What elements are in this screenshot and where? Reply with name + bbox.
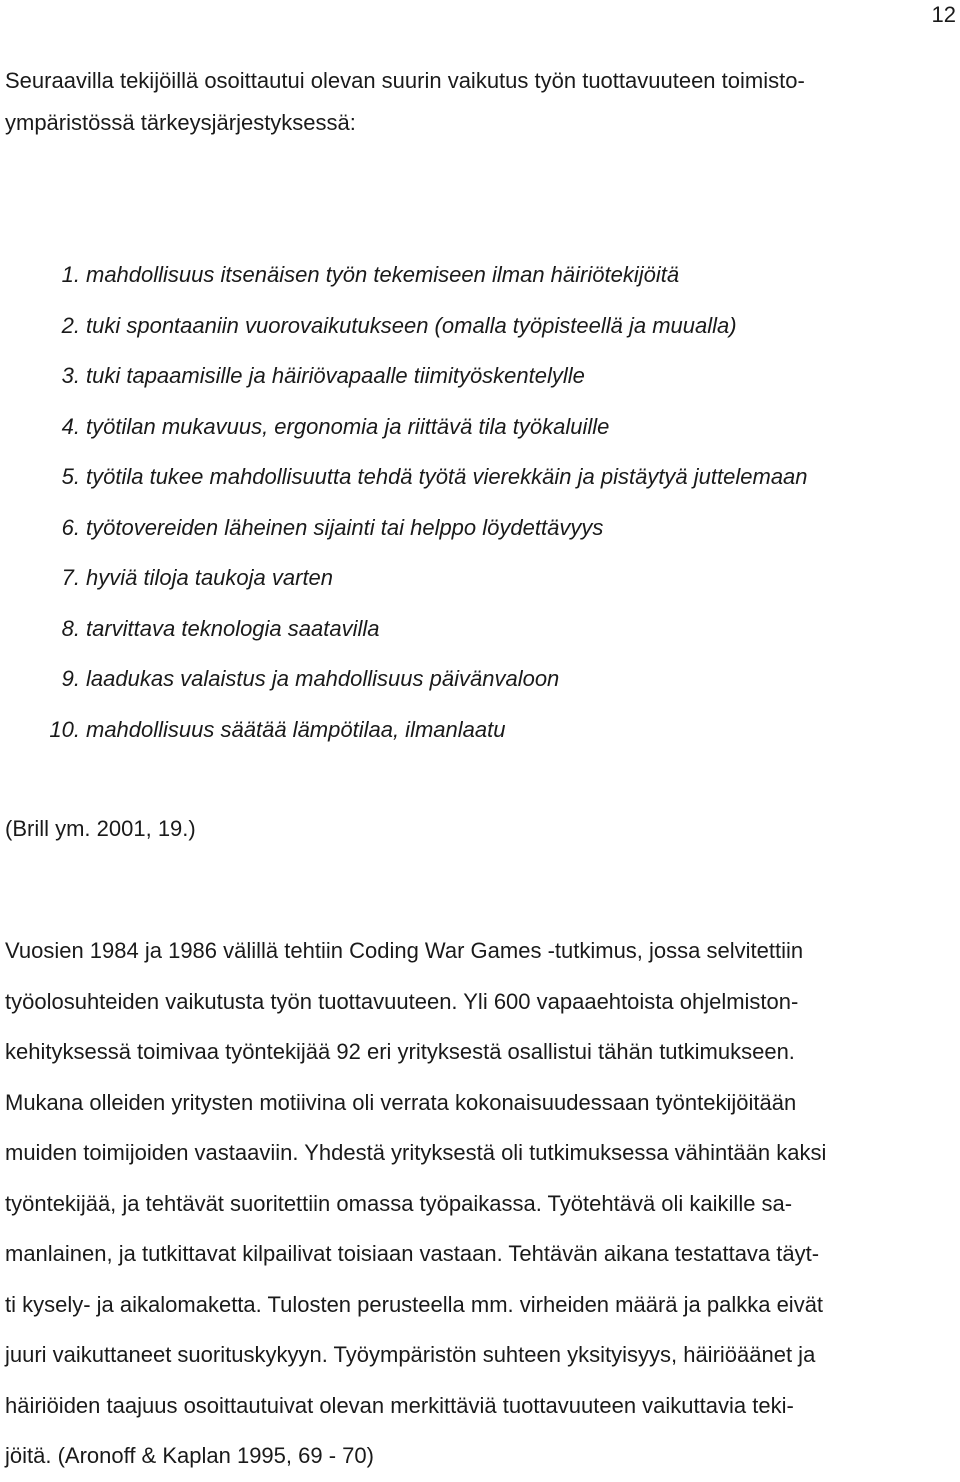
paragraph-line: manlainen, ja tutkittavat kilpailivat toisiaan vastaan. Tehtävän aikana testattava täyt- xyxy=(5,1241,820,1266)
list-item xyxy=(0,509,808,560)
paragraph-line: häiriöiden taajuus osoittautuivat olevan merkittäviä tuottavuuteen vaikuttavia teki- xyxy=(5,1392,794,1418)
priority-list xyxy=(0,256,808,761)
paragraph-line: työolosuhteiden vaikutusta työn tuottavuuteen. Yli 600 vapaaehtoista ohjelmiston- xyxy=(5,988,799,1014)
paragraph-line: ti kysely- ja aikalomaketta. Tulosten perusteella mm. virheiden määrä ja palkka eivät xyxy=(5,1291,824,1317)
list-item-number: 9. xyxy=(61,666,80,691)
list-item-number: 1. xyxy=(61,262,80,287)
list-item xyxy=(0,307,808,358)
list-item-number: 4. xyxy=(61,413,80,439)
paragraph-line: Vuosien 1984 ja 1986 välillä tehtiin Coding War Games -tutkimus, jossa selvitettiin xyxy=(5,938,804,963)
list-item-text: työtovereiden läheinen sijainti tai helppo löydettävyys xyxy=(86,514,604,540)
list-item-text: mahdollisuus itsenäisen työn tekemiseen ilman häiriötekijöitä xyxy=(86,262,680,287)
list-item xyxy=(0,559,808,610)
list-item-text: työtilan mukavuus, ergonomia ja riittävä tila työkaluille xyxy=(86,413,610,439)
paragraph-line: kehityksessä toimivaa työntekijää 92 eri yrityksestä osallistui tähän tutkimukseen. xyxy=(5,1039,795,1064)
citation: (Brill ym. 2001, 19.) xyxy=(5,816,196,841)
list-item-text: laadukas valaistus ja mahdollisuus päivänvaloon xyxy=(86,666,560,691)
paragraph-line: työntekijää, ja tehtävät suoritettiin omassa työpaikassa. Työtehtävä oli kaikille sa- xyxy=(5,1190,793,1216)
list-item-text: tuki spontaaniin vuorovaikutukseen (omalla työpisteellä ja muualla) xyxy=(86,312,737,338)
list-item-text: tarvittava teknologia saatavilla xyxy=(86,615,380,641)
intro-line: Seuraavilla tekijöillä osoittautui olevan suurin vaikutus työn tuottavuuteen toimisto- xyxy=(5,68,805,93)
paragraph-line: juuri vaikuttaneet suorituskykyyn. Työympäristön suhteen yksityisyys, häiriöäänet ja xyxy=(5,1342,816,1367)
intro-paragraph xyxy=(5,60,945,144)
list-item xyxy=(0,610,808,661)
list-item xyxy=(0,256,808,307)
list-item xyxy=(0,357,808,408)
list-item-text: hyviä tiloja taukoja varten xyxy=(86,565,334,590)
body-paragraph xyxy=(5,926,949,1482)
list-item-text: mahdollisuus säätää lämpötilaa, ilmanlaatu xyxy=(86,716,506,742)
list-item-number: 2. xyxy=(61,312,80,338)
list-item-number: 8. xyxy=(61,615,80,641)
list-item-number: 7. xyxy=(61,565,80,590)
list-item-number: 6. xyxy=(61,514,80,540)
list-item-text: tuki tapaamisille ja häiriövapaalle tiimityöskentelylle xyxy=(86,363,585,388)
intro-line: ympäristössä tärkeysjärjestyksessä: xyxy=(5,110,356,135)
list-item-number: 5. xyxy=(61,464,80,489)
paragraph-line: jöitä. (Aronoff & Kaplan 1995, 69 - 70) xyxy=(5,1443,374,1468)
list-item-text: työtila tukee mahdollisuutta tehdä työtä vierekkäin ja pistäytyä juttelemaan xyxy=(86,464,808,489)
list-item xyxy=(0,711,808,762)
list-item-number: 3. xyxy=(61,363,80,388)
list-item-number: 10. xyxy=(49,716,80,742)
list-item xyxy=(0,660,808,711)
paragraph-line: Mukana olleiden yritysten motiivina oli verrata kokonaisuudessaan työntekijöitään xyxy=(5,1089,797,1115)
paragraph-line: muiden toimijoiden vastaaviin. Yhdestä yrityksestä oli tutkimuksessa vähintään kaksi xyxy=(5,1140,827,1165)
page-number: 12 xyxy=(931,2,956,27)
list-item xyxy=(0,458,808,509)
list-item xyxy=(0,408,808,459)
